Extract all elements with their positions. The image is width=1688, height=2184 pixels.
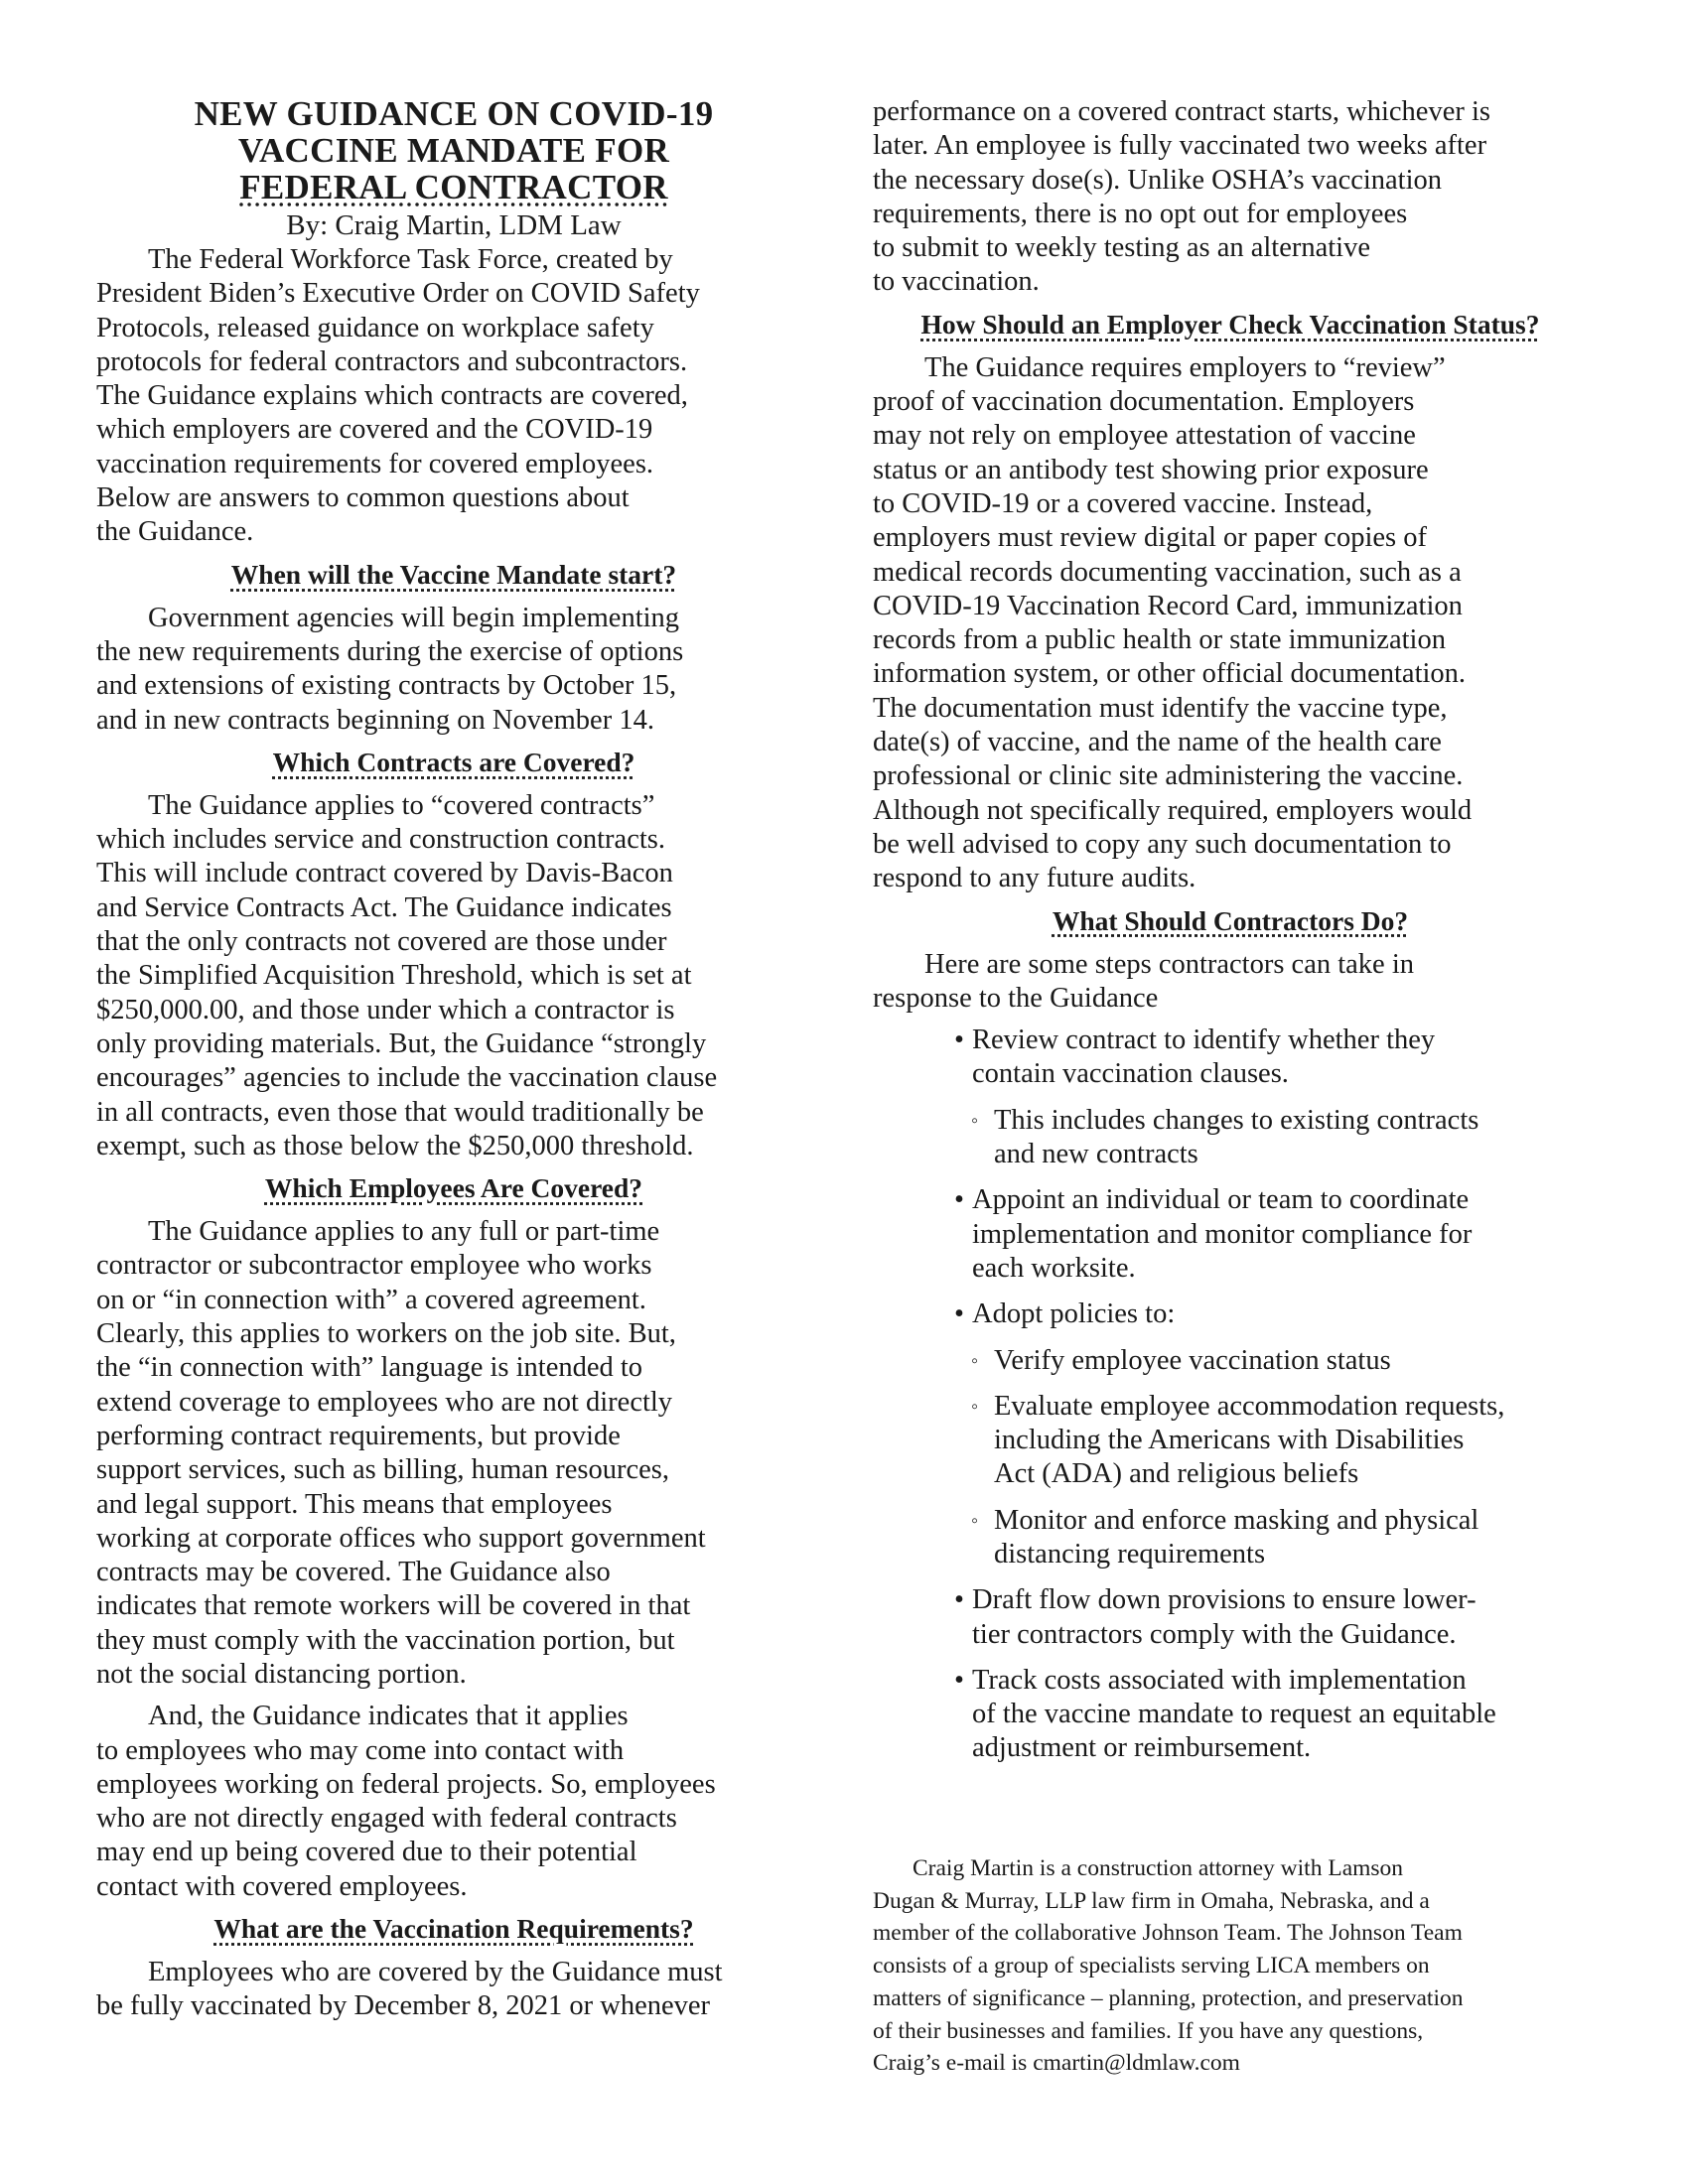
text-line: to submit to weekly testing as an alternative <box>873 232 1371 264</box>
text-line: indicates that remote workers will be covered in that <box>96 1590 691 1622</box>
text-line: and extensions of existing contracts by October 15, <box>96 670 677 702</box>
text-line: on or “in connection with” a covered agreement. <box>96 1284 646 1315</box>
text-line: working at corporate offices who support government <box>96 1522 706 1554</box>
bio-line: of their businesses and families. If you have any questions, <box>873 2017 1424 2044</box>
text-line: that the only contracts not covered are those under <box>96 926 667 958</box>
text-line: to COVID-19 or a covered vaccine. Instead, <box>873 487 1373 519</box>
section-heading <box>96 746 811 779</box>
bio-line: member of the collaborative Johnson Team. The Johnson Team <box>873 1920 1463 1947</box>
text-line: President Biden’s Executive Order on COVID Safety <box>96 278 700 310</box>
section-heading <box>873 904 1588 938</box>
text-line: contact with covered employees. <box>96 1870 468 1902</box>
text-line: to vaccination. <box>873 266 1040 298</box>
text-line: The Guidance applies to any full or part-time <box>148 1216 660 1248</box>
text-line: only providing materials. But, the Guidance “strongly <box>96 1027 707 1059</box>
text-line: response to the Guidance <box>873 982 1159 1014</box>
text-line: date(s) of vaccine, and the name of the health care <box>873 727 1442 758</box>
text-line: extend coverage to employees who are not directly <box>96 1386 673 1418</box>
paragraph <box>873 351 1588 896</box>
paragraph <box>96 1700 811 1904</box>
bullet-item <box>873 1024 1588 1092</box>
text-line: requirements, there is no opt out for employees <box>873 198 1408 229</box>
text-line: Act (ADA) and religious beliefs <box>994 1458 1359 1490</box>
author-bio <box>873 1852 1588 2080</box>
text-line: The Guidance applies to “covered contracts” <box>148 789 655 821</box>
text-line: Clearly, this applies to workers on the job site. But, <box>96 1318 676 1350</box>
text-line: Adopt policies to: <box>972 1298 1176 1330</box>
text-line: Although not specifically required, employers would <box>873 794 1473 826</box>
text-line: contractor or subcontractor employee who works <box>96 1250 652 1282</box>
text-line: they must comply with the vaccination portion, but <box>96 1624 675 1656</box>
text-line: $250,000.00, and those under which a contractor is <box>96 994 675 1025</box>
text-line: performing contract requirements, but provide <box>96 1420 621 1451</box>
text-line: the Guidance. <box>96 516 254 548</box>
text-line: the Simplified Acquisition Threshold, which is set at <box>96 960 692 992</box>
text-line: each worksite. <box>972 1252 1136 1284</box>
section-heading-text: What Should Contractors Do? <box>1052 904 1409 936</box>
text-line: in all contracts, even those that would traditionally be <box>96 1096 704 1128</box>
text-line: records from a public health or state immunization <box>873 624 1446 656</box>
bullet-item <box>873 1664 1588 1766</box>
bullet-icon: • <box>954 1024 964 1056</box>
text-line: of the vaccine mandate to request an equitable <box>972 1699 1496 1730</box>
paragraph <box>96 1215 811 1692</box>
title-line: NEW GUIDANCE ON COVID-19 <box>194 94 714 133</box>
text-line: This includes changes to existing contracts <box>994 1104 1479 1136</box>
paragraph <box>873 95 1588 300</box>
text-line: may end up being covered due to their potential <box>96 1837 637 1868</box>
section-heading-text: What are the Vaccination Requirements? <box>213 1913 694 1945</box>
left-body <box>96 243 811 2024</box>
section-heading-text: How Should an Employer Check Vaccination Status? <box>920 308 1540 340</box>
title-line: VACCINE MANDATE FOR <box>237 131 670 170</box>
text-line: status or an antibody test showing prior exposure <box>873 454 1429 485</box>
text-line: not the social distancing portion. <box>96 1658 467 1690</box>
text-line: and Service Contracts Act. The Guidance indicates <box>96 891 672 923</box>
sub-bullet-item <box>873 1390 1588 1492</box>
text-line: adjustment or reimbursement. <box>972 1732 1312 1764</box>
section-heading <box>96 1171 811 1205</box>
text-line: respond to any future audits. <box>873 863 1196 894</box>
section-heading-text: Which Contracts are Covered? <box>272 746 635 777</box>
text-line: Monitor and enforce masking and physical <box>994 1504 1479 1536</box>
text-line: performance on a covered contract starts, whichever is <box>873 96 1490 127</box>
bullet-icon: • <box>954 1298 964 1330</box>
text-line: Evaluate employee accommodation requests, <box>994 1390 1505 1422</box>
text-line: Appoint an individual or team to coordinate <box>972 1184 1470 1216</box>
sub-bullet-item <box>873 1104 1588 1172</box>
text-line: contracts may be covered. The Guidance also <box>96 1557 611 1588</box>
text-line: encourages” agencies to include the vaccination clause <box>96 1062 718 1094</box>
text-line: the “in connection with” language is intended to <box>96 1352 643 1384</box>
bio-line: Craig’s e-mail is cmartin@ldmlaw.com <box>873 2050 1240 2077</box>
left-column <box>96 95 811 2032</box>
text-line: including the Americans with Disabilities <box>994 1425 1465 1456</box>
text-line: and new contracts <box>994 1139 1198 1170</box>
paragraph <box>873 948 1588 1017</box>
text-line: The documentation must identify the vaccine type, <box>873 692 1448 724</box>
text-line: professional or clinic site administering the vaccine. <box>873 760 1464 792</box>
text-line: Employees who are covered by the Guidance must <box>148 1957 723 1988</box>
bullet-item <box>873 1297 1588 1331</box>
text-line: and in new contracts beginning on November 14. <box>96 704 654 736</box>
bullet-icon: • <box>954 1184 964 1216</box>
text-line: proof of vaccination documentation. Employers <box>873 386 1415 418</box>
text-line: information system, or other official documentation. <box>873 658 1467 690</box>
text-line: Below are answers to common questions about <box>96 482 630 514</box>
text-line: distancing requirements <box>994 1538 1266 1570</box>
text-line: The Guidance requires employers to “review” <box>924 351 1446 383</box>
text-line: This will include contract covered by Davis-Bacon <box>96 858 673 889</box>
text-line: employees working on federal projects. So, employees <box>96 1768 716 1800</box>
bio-line: Dugan & Murray, LLP law firm in Omaha, Nebraska, and a <box>873 1887 1430 1914</box>
text-line: Verify employee vaccination status <box>994 1344 1391 1376</box>
section-heading-text: When will the Vaccine Mandate start? <box>230 558 677 590</box>
paragraph <box>96 1956 811 2024</box>
sub-bullet-item <box>873 1344 1588 1378</box>
sub-bullet-icon: ◦ <box>971 1349 979 1372</box>
text-line: be well advised to copy any such documentation to <box>873 828 1452 860</box>
text-line: later. An employee is fully vaccinated two weeks after <box>873 130 1487 162</box>
right-body <box>873 95 1588 1766</box>
paragraph <box>96 243 811 550</box>
paragraph <box>96 602 811 738</box>
text-line: The Federal Workforce Task Force, created by <box>148 244 673 275</box>
text-line: Review contract to identify whether they <box>972 1024 1436 1056</box>
text-line: which includes service and construction contracts. <box>96 824 665 856</box>
text-line: implementation and monitor compliance for <box>972 1218 1473 1250</box>
right-column <box>873 95 1588 1778</box>
bullet-item <box>873 1183 1588 1286</box>
text-line: Here are some steps contractors can take in <box>924 948 1414 980</box>
section-heading <box>96 1912 811 1946</box>
text-line: which employers are covered and the COVID-19 <box>96 414 653 446</box>
text-line: medical records documenting vaccination, such as a <box>873 556 1462 588</box>
text-line: Draft flow down provisions to ensure lower- <box>972 1584 1477 1616</box>
text-line: tier contractors comply with the Guidance. <box>972 1618 1457 1650</box>
sub-bullet-icon: ◦ <box>971 1109 979 1132</box>
bullet-item <box>873 1583 1588 1652</box>
text-line: may not rely on employee attestation of vaccine <box>873 420 1416 452</box>
text-line: contain vaccination clauses. <box>972 1058 1289 1090</box>
text-line: The Guidance explains which contracts are covered, <box>96 380 688 412</box>
text-line: the necessary dose(s). Unlike OSHA’s vaccination <box>873 164 1443 196</box>
text-line: employers must review digital or paper copies of <box>873 522 1427 554</box>
text-line: exempt, such as those below the $250,000 threshold. <box>96 1130 694 1161</box>
text-line: and legal support. This means that employees <box>96 1488 613 1520</box>
text-line: be fully vaccinated by December 8, 2021 or whenever <box>96 1990 711 2022</box>
title-line: FEDERAL CONTRACTOR <box>239 168 668 206</box>
text-line: Government agencies will begin implementing <box>148 602 680 633</box>
text-line: who are not directly engaged with federal contracts <box>96 1803 677 1835</box>
byline: By: Craig Martin, LDM Law <box>286 209 622 241</box>
bio-line: Craig Martin is a construction attorney with Lamson <box>913 1855 1404 1881</box>
text-line: COVID-19 Vaccination Record Card, immunization <box>873 590 1463 621</box>
text-line: the new requirements during the exercise of options <box>96 635 684 667</box>
sub-bullet-icon: ◦ <box>971 1395 979 1418</box>
bullet-icon: • <box>954 1584 964 1616</box>
text-line: vaccination requirements for covered employees. <box>96 448 654 479</box>
text-line: protocols for federal contractors and subcontractors. <box>96 345 688 377</box>
bio-line: consists of a group of specialists serving LICA members on <box>873 1953 1430 1979</box>
section-heading-text: Which Employees Are Covered? <box>264 1172 643 1204</box>
text-line: to employees who may come into contact with <box>96 1734 625 1766</box>
text-line: Protocols, released guidance on workplace safety <box>96 312 654 343</box>
sub-bullet-item <box>873 1504 1588 1572</box>
article-title <box>96 95 811 205</box>
text-line: support services, such as billing, human resources, <box>96 1454 669 1486</box>
text-line: Track costs associated with implementation <box>972 1664 1467 1696</box>
sub-bullet-icon: ◦ <box>971 1509 979 1532</box>
section-heading <box>873 308 1588 341</box>
text-line: And, the Guidance indicates that it applies <box>148 1701 629 1732</box>
paragraph <box>96 789 811 1163</box>
section-heading <box>96 558 811 592</box>
bullet-icon: • <box>954 1664 964 1696</box>
bio-line: matters of significance – planning, protection, and preservation <box>873 1984 1464 2011</box>
